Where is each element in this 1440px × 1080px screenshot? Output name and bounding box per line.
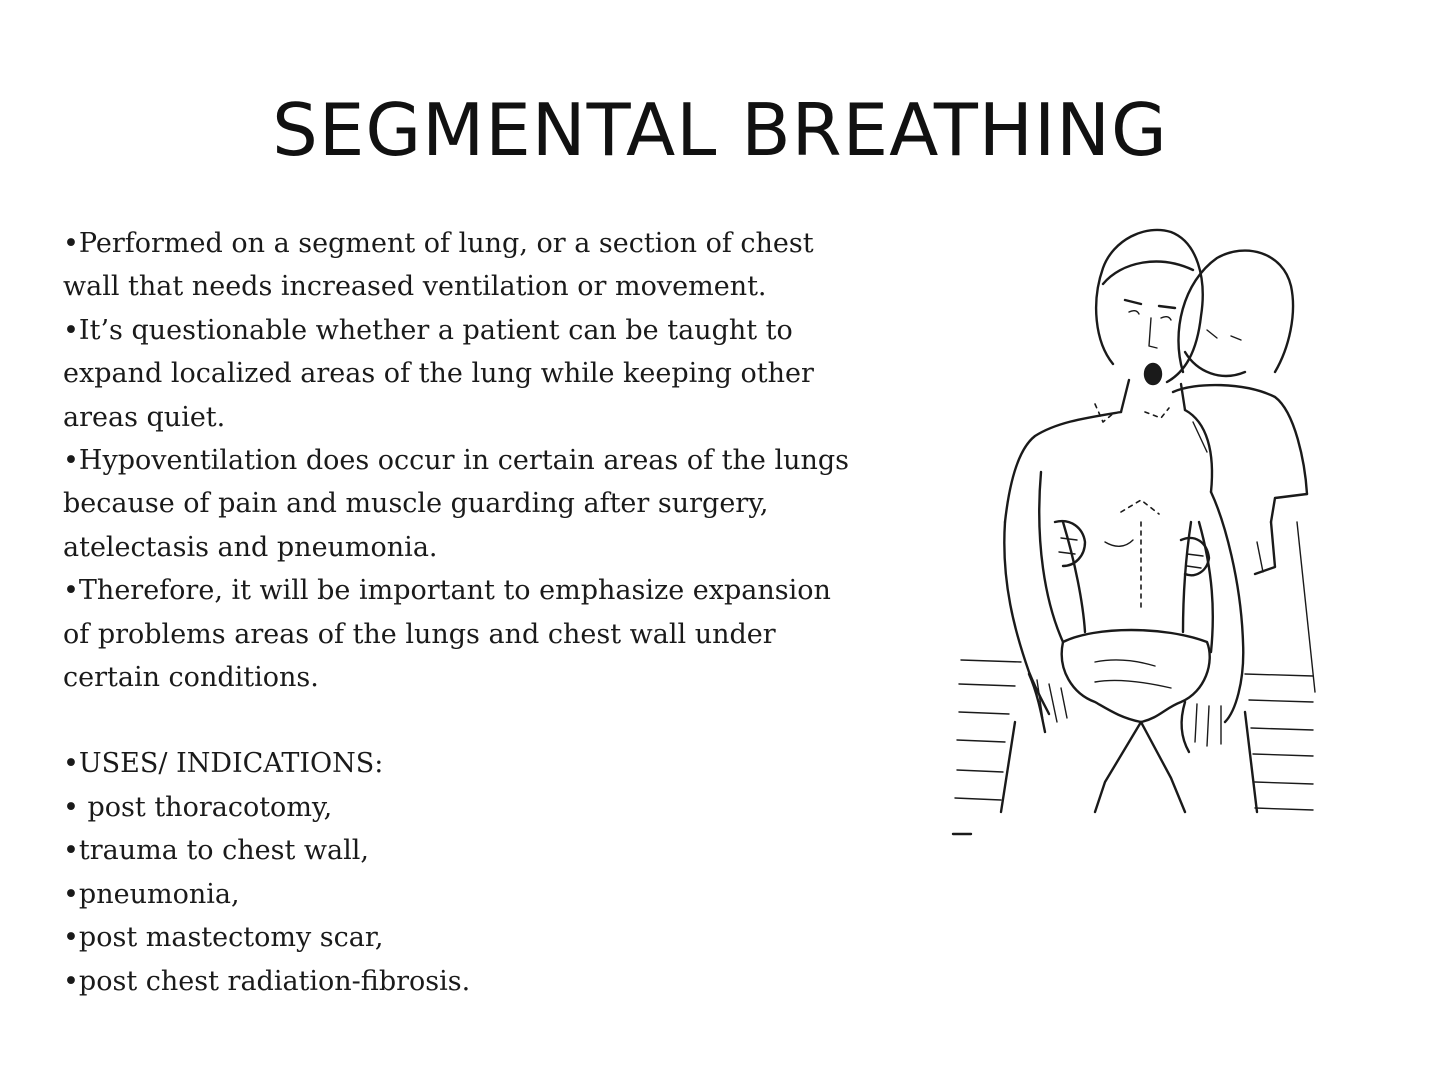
uses-item: •post chest radiation-fibrosis. [63,965,471,997]
bullet-paragraph: •Therefore, it will be important to emphasize expansion of problems areas of the lungs and chest wall under certain conditions. [63,575,831,694]
segmental-breathing-illustration [945,222,1325,847]
uses-heading: •USES/ INDICATIONS: [63,748,384,780]
treatment-table [953,660,1313,834]
therapist-figure [1173,251,1315,692]
uses-item: •pneumonia, [63,878,240,910]
bullet-paragraph: •Hypoventilation does occur in certain areas of the lungs because of pain and muscle guarding after surgery, atelectasis and pneumonia. [63,445,850,563]
uses-item: •trauma to chest wall, [63,835,369,867]
therapist-patient-drawing [945,222,1325,847]
bullet-paragraph: •Performed on a segment of lung, or a section of chest wall that needs increased ventilation or movement. [63,228,814,303]
uses-item: • post thoracotomy, [63,791,333,823]
spacer [63,699,853,742]
patient-figure [1001,230,1257,812]
bullet-paragraph: •It’s questionable whether a patient can be taught to expand localized areas of the lung while keeping other areas quiet. [63,314,814,433]
slide-body [63,222,853,1003]
slide-title: SEGMENTAL BREATHING [272,88,1168,172]
uses-item: •post mastectomy scar, [63,922,384,954]
